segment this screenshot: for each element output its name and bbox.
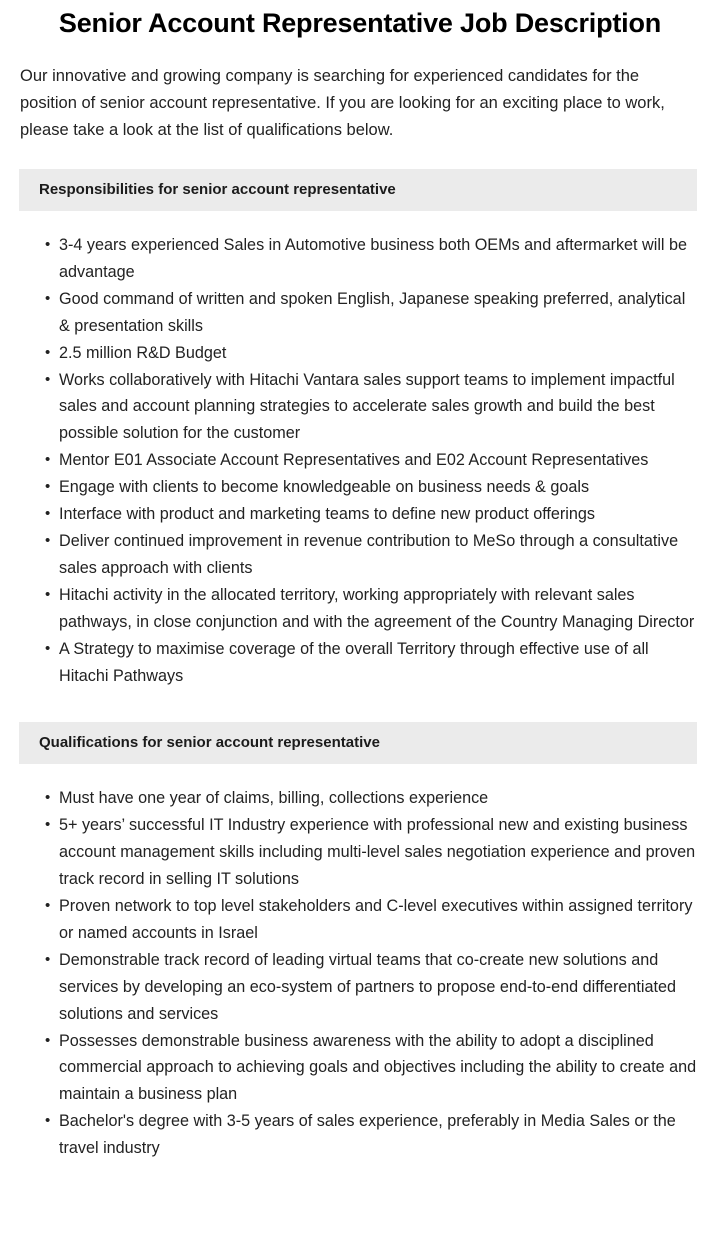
spacer bbox=[0, 1162, 720, 1192]
list-item: • Possesses demonstrable business awareness with the ability to adopt a disciplined commercial approach to achieving goals and objectives including the ability to create and maintain a business plan bbox=[45, 1028, 700, 1109]
list-item: • Mentor E01 Associate Account Representatives and E02 Account Representatives bbox=[45, 447, 700, 474]
section-heading-qualifications: Qualifications for senior account representative bbox=[19, 722, 697, 764]
list-item: • Interface with product and marketing teams to define new product offerings bbox=[45, 501, 700, 528]
qualifications-list bbox=[0, 764, 720, 1162]
section-qualifications bbox=[0, 722, 720, 1162]
section-divider-space bbox=[0, 689, 720, 722]
list-item: • Proven network to top level stakeholders and C-level executives within assigned territory or named accounts in Israel bbox=[45, 893, 700, 947]
list-item: • Demonstrable track record of leading virtual teams that co-create new solutions and services by developing an eco-system of partners to propose end-to-end differentiated solutions and services bbox=[45, 947, 700, 1028]
responsibilities-list bbox=[0, 211, 720, 689]
section-heading-responsibilities: Responsibilities for senior account representative bbox=[19, 169, 697, 211]
intro-paragraph: Our innovative and growing company is searching for experienced candidates for the position of senior account representative. If you are looking for an exciting place to work, please take a look at the list of qualifications below. bbox=[20, 67, 665, 139]
list-item: • A Strategy to maximise coverage of the overall Territory through effective use of all Hitachi Pathways bbox=[45, 636, 700, 690]
page-title: Senior Account Representative Job Description bbox=[58, 8, 662, 38]
list-item: • Deliver continued improvement in revenue contribution to MeSo through a consultative sales approach with clients bbox=[45, 528, 700, 582]
list-item: • 3-4 years experienced Sales in Automotive business both OEMs and aftermarket will be advantage bbox=[45, 232, 700, 286]
list-item: • Engage with clients to become knowledgeable on business needs & goals bbox=[45, 474, 700, 501]
list-item: • Must have one year of claims, billing, collections experience bbox=[45, 785, 700, 812]
spacer bbox=[0, 144, 720, 169]
section-responsibilities bbox=[0, 169, 720, 689]
list-item: • Good command of written and spoken English, Japanese speaking preferred, analytical & presentation skills bbox=[45, 286, 700, 340]
list-item: • Hitachi activity in the allocated territory, working appropriately with relevant sales pathways, in close conjunction and with the agreement of the Country Managing Director bbox=[45, 582, 700, 636]
list-item: • 2.5 million R&D Budget bbox=[45, 340, 700, 367]
list-item: • Works collaboratively with Hitachi Vantara sales support teams to implement impactful sales and account planning strategies to accelerate sales growth and build the best possible solution for the customer bbox=[45, 367, 700, 448]
list-item: • 5+ years’ successful IT Industry experience with professional new and existing business account management skills including multi-level sales negotiation experience and proven track record in selling IT solutions bbox=[45, 812, 700, 893]
list-item: • Bachelor's degree with 3-5 years of sales experience, preferably in Media Sales or the travel industry bbox=[45, 1108, 700, 1162]
